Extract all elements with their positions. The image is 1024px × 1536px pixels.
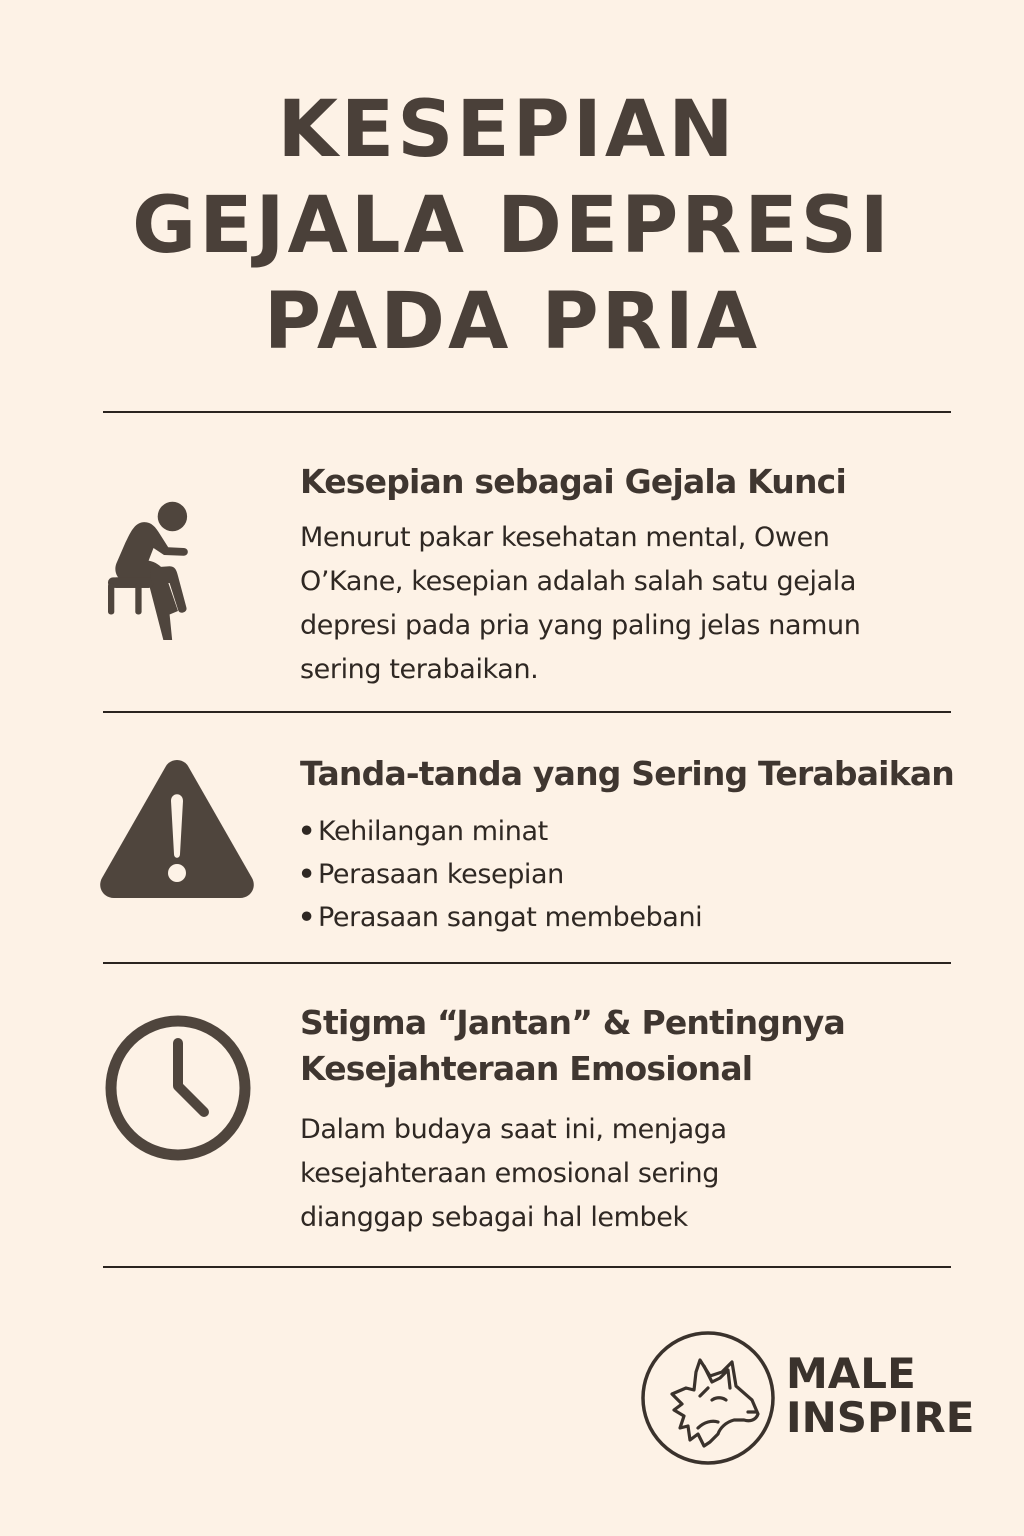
brand-name bbox=[786, 1349, 975, 1442]
body-line: O’Kane, kesepian adalah salah satu gejala bbox=[300, 566, 857, 597]
body-line: kesejahteraan emosional sering bbox=[300, 1158, 719, 1189]
warning-triangle-icon bbox=[98, 758, 256, 900]
clock-icon bbox=[103, 1013, 253, 1163]
bullet-icon: • bbox=[298, 902, 315, 933]
section-heading-line: Kesejahteraan Emosional bbox=[300, 1049, 753, 1088]
list-item bbox=[298, 810, 702, 853]
list-item-text: Perasaan kesepian bbox=[318, 859, 564, 890]
list-item bbox=[298, 853, 702, 896]
divider-1 bbox=[103, 711, 951, 713]
list-item-text: Perasaan sangat membebani bbox=[318, 902, 703, 933]
page-title bbox=[0, 82, 1024, 370]
list-item bbox=[298, 896, 702, 939]
section-heading-line: Stigma “Jantan” & Pentingnya bbox=[300, 1003, 845, 1042]
title-line-2: GEJALA DEPRESI bbox=[132, 181, 892, 271]
title-line-3: PADA PRIA bbox=[263, 277, 761, 367]
bullet-icon: • bbox=[298, 816, 315, 847]
brand-logo bbox=[640, 1330, 975, 1465]
body-line: Menurut pakar kesehatan mental, Owen bbox=[300, 522, 830, 553]
body-line: Dalam budaya saat ini, menjaga bbox=[300, 1114, 727, 1145]
brand-name-line: MALE bbox=[786, 1349, 916, 1398]
section-heading bbox=[300, 1000, 845, 1092]
bullet-icon: • bbox=[298, 859, 315, 890]
section-heading-line: Kesepian sebagai Gejala Kunci bbox=[300, 462, 846, 501]
body-line: dianggap sebagai hal lembek bbox=[300, 1202, 688, 1233]
wolf-head-icon bbox=[640, 1330, 776, 1466]
list-item-text: Kehilangan minat bbox=[318, 816, 548, 847]
brand-name-line: INSPIRE bbox=[786, 1393, 975, 1442]
section-body bbox=[300, 516, 860, 692]
body-line: sering terabaikan. bbox=[300, 654, 539, 685]
person-sitting-sad-icon bbox=[94, 470, 234, 640]
title-line-1: KESEPIAN bbox=[277, 85, 737, 175]
section-heading-line: Tanda-tanda yang Sering Terabaikan bbox=[300, 754, 955, 793]
body-line: depresi pada pria yang paling jelas namun bbox=[300, 610, 861, 641]
divider-bottom bbox=[103, 1266, 951, 1268]
signs-list bbox=[298, 810, 702, 939]
divider-2 bbox=[103, 962, 951, 964]
section-heading bbox=[300, 459, 846, 505]
section-heading bbox=[300, 751, 954, 797]
section-body bbox=[300, 1108, 727, 1240]
divider-top bbox=[103, 411, 951, 413]
